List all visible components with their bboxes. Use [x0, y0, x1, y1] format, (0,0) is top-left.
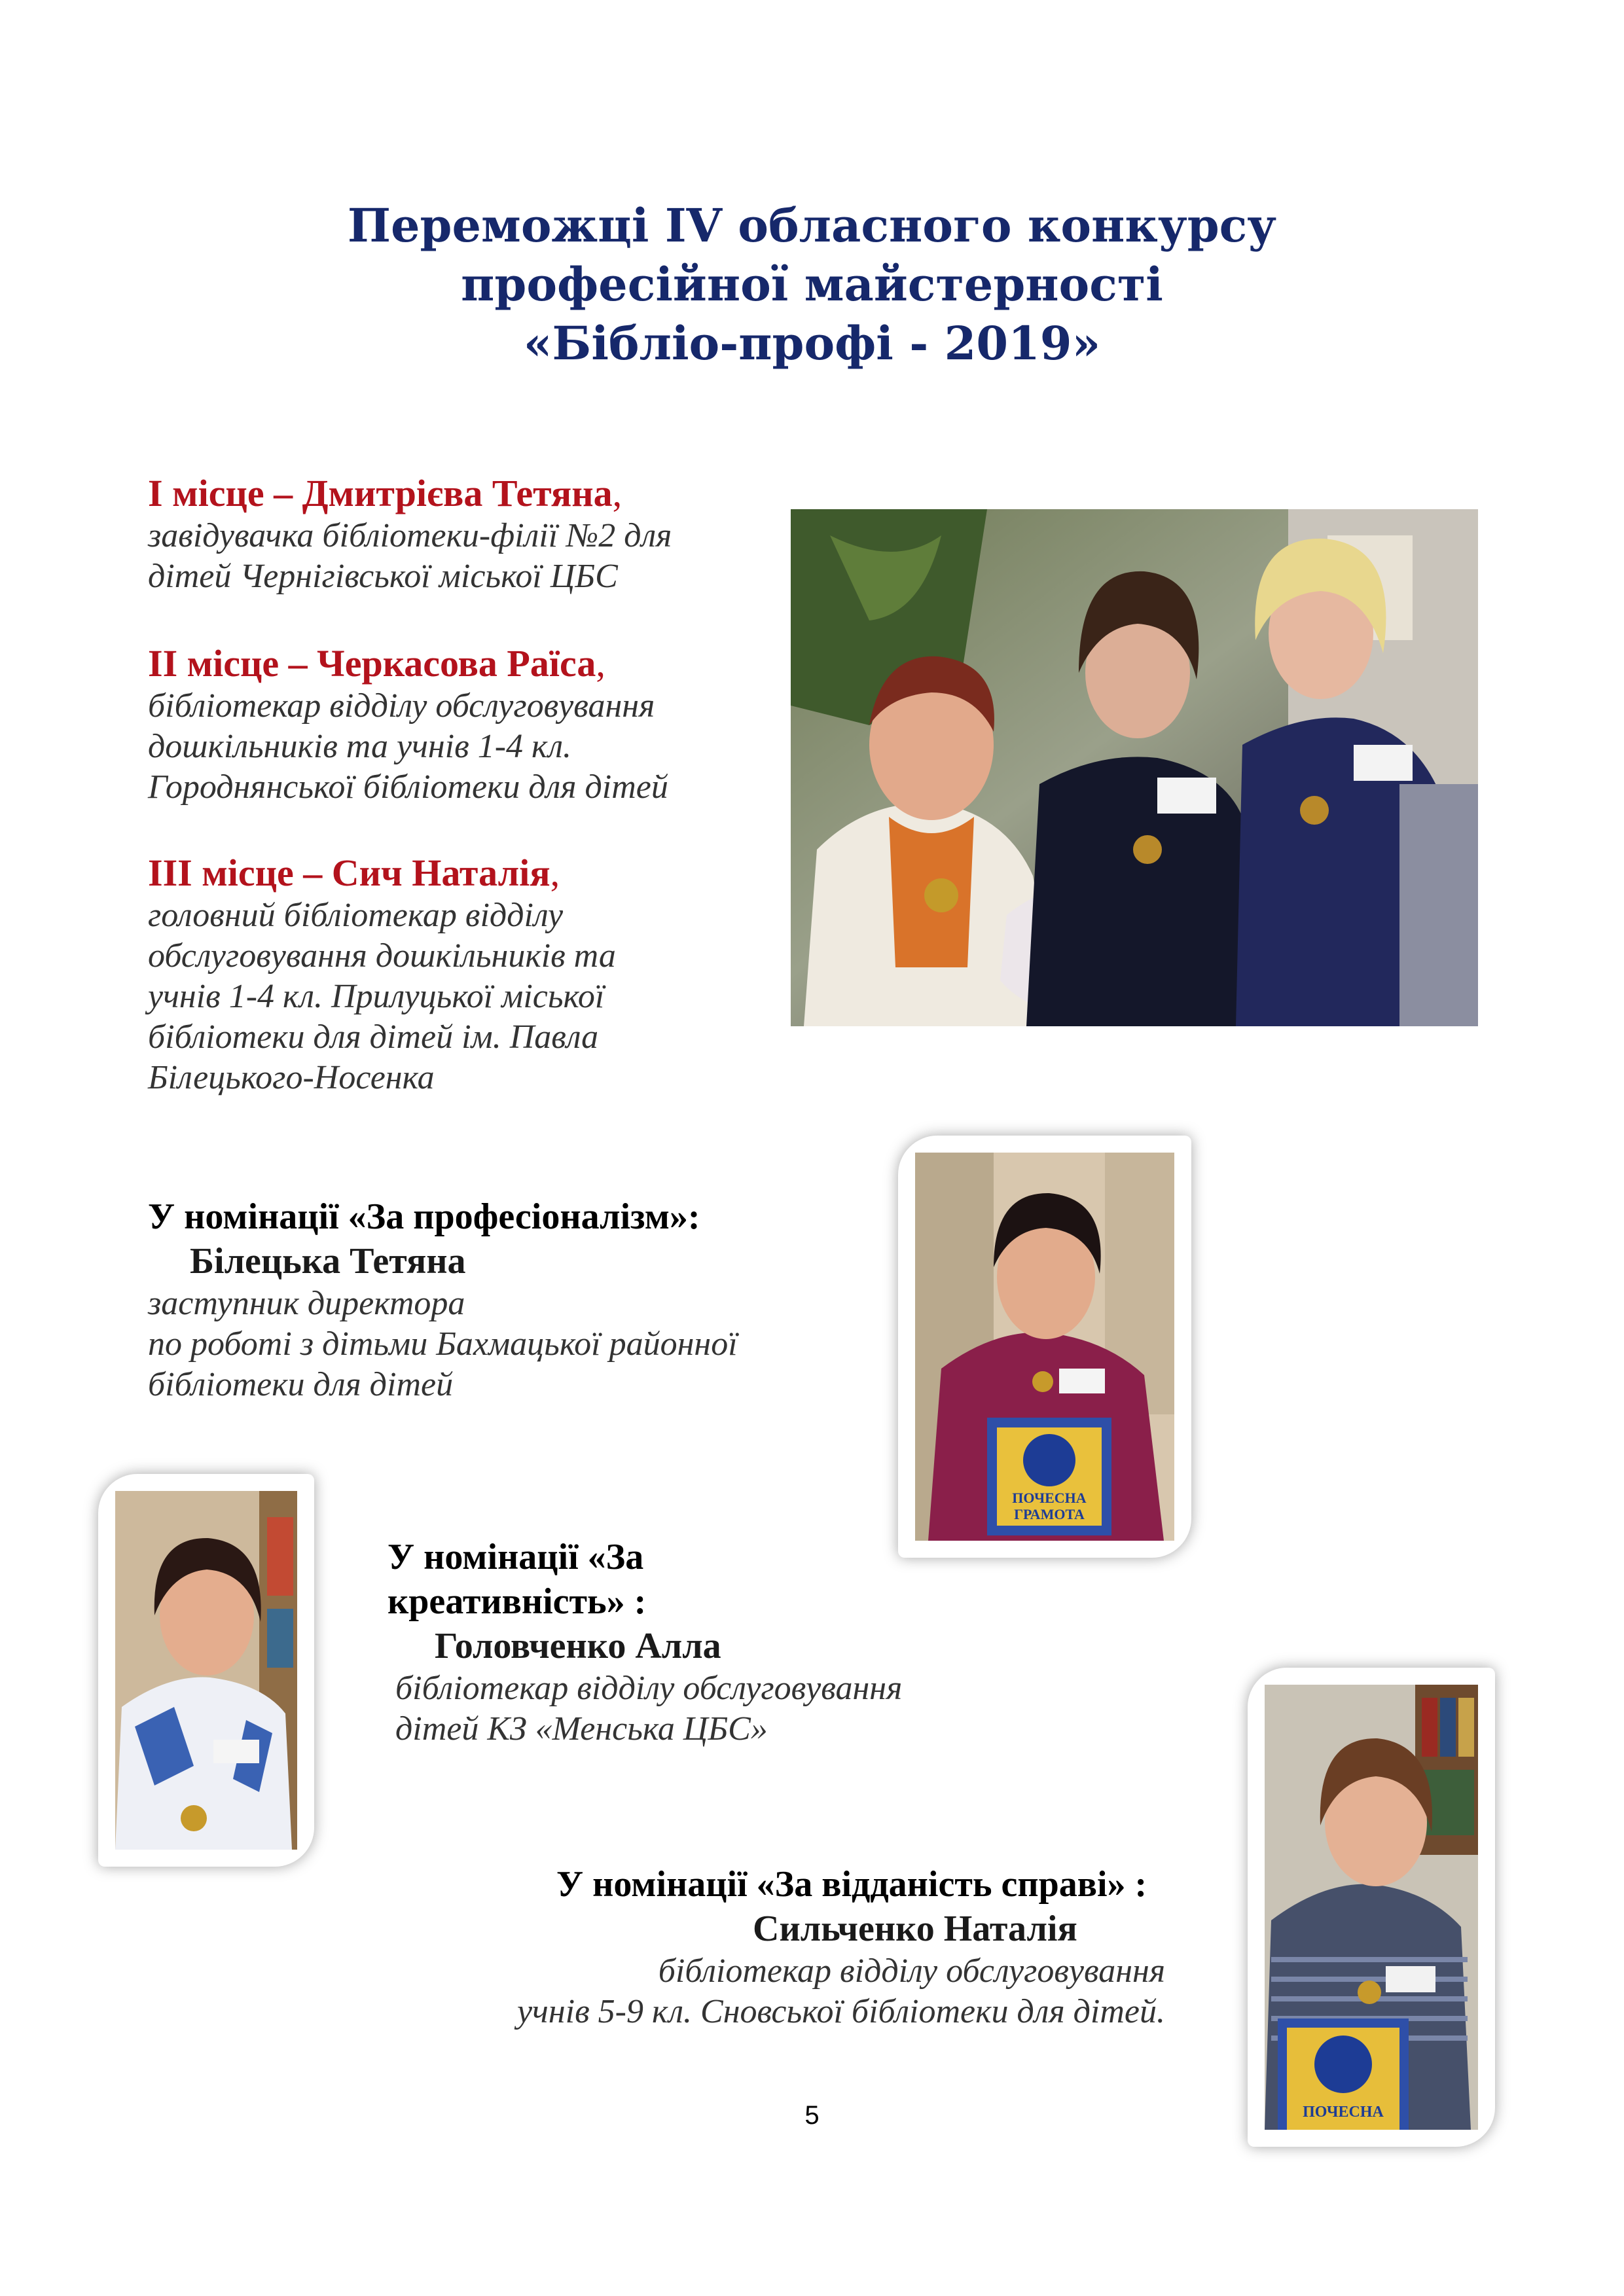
nomination-3-photo-frame — [1248, 1668, 1495, 2147]
nomination-1-photo — [915, 1153, 1174, 1541]
nomination-2-desc-2: дітей КЗ «Менська ЦБС» — [395, 1710, 768, 1748]
winner-1-place: І місце – Дмитрієва Тетяна — [148, 472, 613, 514]
nomination-1-name: Білецька Тетяна — [190, 1241, 466, 1282]
winner-1-desc-2: дітей Чернігівської міської ЦБС — [148, 558, 618, 595]
page-title — [0, 196, 1624, 373]
winner-3-place: ІІІ місце – Сич Наталія — [148, 852, 550, 894]
title-line-1: Переможці IV обласного конкурсу — [347, 198, 1277, 253]
winner-1-desc-1: завідувачка бібліотеки-філії №2 для — [148, 517, 672, 554]
nomination-2-photo-illustration — [115, 1491, 297, 1850]
nomination-dedication — [458, 1862, 1165, 2032]
title-line-2: професійної майстерності — [461, 257, 1163, 312]
nomination-2-title-2: креативність» : — [388, 1581, 647, 1622]
nomination-2-name: Головченко Алла — [435, 1626, 721, 1666]
winners-group-photo — [791, 509, 1478, 1026]
winner-3-desc-4: бібліотеки для дітей ім. Павла — [148, 1018, 599, 1056]
certificate-label-1: ПОЧЕСНА — [1012, 1490, 1087, 1506]
nomination-creativity — [388, 1535, 902, 1749]
title-line-3: «Бібліо-профі - 2019» — [523, 316, 1101, 370]
nomination-2-photo — [115, 1491, 297, 1850]
nomination-2-desc-1: бібліотекар відділу обслуговування — [395, 1670, 903, 1707]
nomination-1-photo-frame — [898, 1136, 1191, 1558]
certificate-label-3: ПОЧЕСНА — [1303, 2104, 1384, 2121]
winner-3: ІІІ місце – Сич Наталія, головний бібліотекар відділу обслуговування дошкільників та учнів 1-4 кл. Прилуцької міської бібліотеки для дітей ім. Павла Білецького-Носенка — [148, 851, 616, 1098]
nomination-1-desc-2: по роботі з дітьми Бахмацької районної — [148, 1325, 738, 1363]
nomination-1-title: У номінації «За професіоналізм»: — [148, 1196, 700, 1237]
winner-1: І місце – Дмитрієва Тетяна, завідувачка бібліотеки-філії №2 для дітей Чернігівської міської ЦБС — [148, 471, 672, 597]
winner-3-desc-3: учнів 1-4 кл. Прилуцької міської — [148, 978, 605, 1015]
winner-2-desc-2: дошкільників та учнів 1-4 кл. — [148, 728, 572, 765]
winner-3-desc-1: головний бібліотекар відділу — [148, 897, 564, 934]
nomination-1-desc-1: заступник директора — [148, 1285, 465, 1322]
nomination-3-name: Сильченко Наталія — [753, 1909, 1077, 1949]
nomination-1-desc-3: бібліотеки для дітей — [148, 1366, 454, 1403]
nomination-3-desc-2: учнів 5-9 кл. Сновської бібліотеки для дітей. — [516, 1993, 1165, 2030]
group-photo-illustration — [791, 509, 1478, 1026]
winner-3-desc-2: обслуговування дошкільників та — [148, 937, 616, 975]
nomination-3-photo-illustration — [1265, 1685, 1478, 2130]
nomination-3-desc-1: бібліотекар відділу обслуговування — [658, 1952, 1165, 1990]
nomination-2-title-1: У номінації «За — [388, 1537, 644, 1577]
certificate-label-2: ГРАМОТА — [1014, 1506, 1085, 1522]
winner-2-desc-3: Городнянської бібліотеки для дітей — [148, 768, 668, 806]
winner-3-desc-5: Білецького-Носенка — [148, 1059, 435, 1096]
winner-2: ІІ місце – Черкасова Раїса, бібліотекар відділу обслуговування дошкільників та учнів 1-4 кл. Городнянської бібліотеки для дітей — [148, 641, 668, 808]
winner-2-desc-1: бібліотекар відділу обслуговування — [148, 687, 655, 725]
page-number: 5 — [804, 2101, 820, 2130]
winner-2-place: ІІ місце – Черкасова Раїса — [148, 642, 596, 685]
nomination-2-photo-frame — [98, 1474, 314, 1867]
nomination-3-title: У номінації «За відданість справі» : — [556, 1864, 1147, 1905]
nomination-professionalism — [148, 1194, 738, 1405]
nomination-1-photo-illustration — [915, 1153, 1174, 1541]
nomination-3-photo — [1265, 1685, 1478, 2130]
